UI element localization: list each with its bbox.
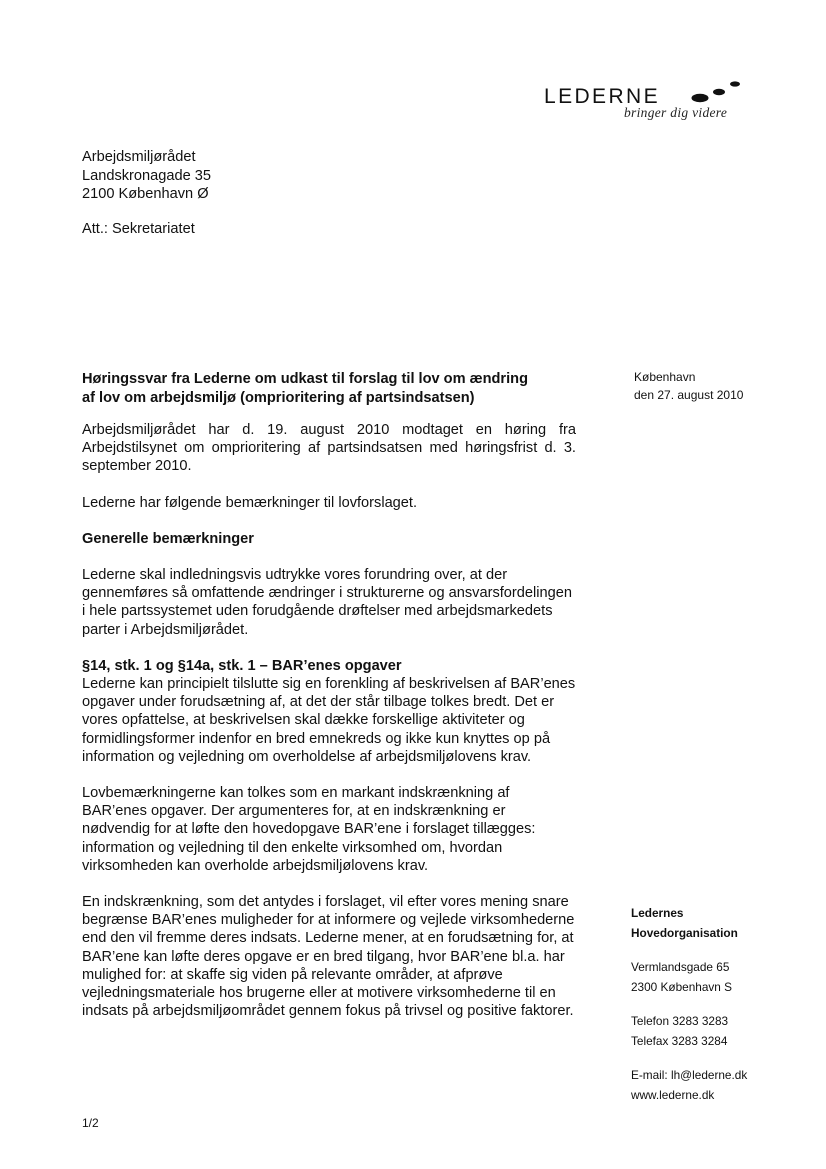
sender-email[interactable]: E-mail: lh@lederne.dk (631, 1068, 748, 1082)
section-heading-general: Generelle bemærkninger (82, 530, 254, 547)
sender-name-2: Hovedorganisation (631, 926, 738, 940)
letter-heading-line-2: af lov om arbejdsmiljø (omprioritering af partsindsatsen) (82, 389, 475, 406)
date-block (634, 368, 743, 404)
sender-block (631, 903, 747, 1105)
paragraph-remarks: Lederne har følgende bemærkninger til lovforslaget. (82, 494, 418, 511)
date-city: København (634, 370, 696, 384)
paragraph-bar-2: Lovbemærkningerne kan tolkes som en markant indskrænkning af BAR’enes opgaver. Der argumenteres for, at en indskrænkning er nødvendig for at løfte den hovedopgave BAR’ene i forslaget tillægges: information og vejledning til den enkelte virksomhed om, hvordan virksomheden kan overholde arbejdsmiljølovens krav. (82, 785, 536, 874)
attention-line: Att.: Sekretariatet (82, 221, 195, 237)
section-heading-bar-tasks: §14, stk. 1 og §14a, stk. 1 – BAR’enes opgaver (82, 657, 402, 674)
sender-fax: Telefax 3283 3284 (631, 1034, 728, 1048)
paragraph-bar-3: En indskrænkning, som det antydes i forslaget, vil efter vores mening snare begrænse BAR’enes muligheder for at informere og vejlede virksomhederne end den vil fremme deres indsats. Lederne mener, at en forudsætning for, at BAR’ene kan løfte deres opgave er en bred tilgang, hvor BAR’ene bl.a. har mulighed for: at skaffe sig viden på relevante områder, at afprøve vejledningsmateriale hos brugerne eller at motivere virksomhederne til en indsats på arbejdsmiljøområdet gennem fokus på trivsel og positive faktorer. (82, 894, 575, 1020)
logo-tagline: bringer dig videre (624, 105, 728, 120)
letter-heading (82, 370, 576, 407)
sender-street: Vermlandsgade 65 (631, 960, 730, 974)
paragraph-intro: Arbejdsmiljørådet har d. 19. august 2010 modtaget en høring fra Arbejdstilsynet om omprioritering af partsindsatsen med høringsfrist d. 3. september 2010. (82, 422, 576, 475)
sender-name-1: Ledernes (631, 906, 684, 920)
recipient-line-2: Landskronagade 35 (82, 167, 212, 184)
lederne-logo (544, 78, 754, 126)
sender-website[interactable]: www.lederne.dk (631, 1088, 715, 1102)
logo-wordmark: LEDERNE (544, 85, 660, 108)
recipient-address (82, 148, 211, 204)
logo-dots-icon (687, 78, 747, 104)
page-number: 1/2 (82, 1116, 99, 1130)
letter-body (82, 370, 576, 1020)
recipient-line-3: 2100 København Ø (82, 186, 209, 202)
paragraph-general: Lederne skal indledningsvis udtrykke vores forundring over, at der gennemføres så omfattende ændringer i strukturerne og ansvarsfordelingen i hele partssystemet uden forudgående drøftelser med arbejdsmarkedets parter i Arbejdsmiljørådet. (82, 567, 572, 638)
paragraph-bar-1: Lederne kan principielt tilslutte sig en forenkling af beskrivelsen af BAR’enes opgaver under forudsætning af, at det der står tilbage tolkes bredt. Det er vores opfattelse, at beskrivelsen skal dække forskellige aktiviteter og formidlingsformer indenfor en bred emnekreds og ikke kun knyttes op på information og vejledning om overholdelse af arbejdsmiljølovens krav. (82, 676, 576, 765)
sender-city: 2300 København S (631, 980, 733, 994)
date-value: den 27. august 2010 (634, 388, 744, 402)
letter-heading-line-1: Høringssvar fra Lederne om udkast til forslag til lov om ændring (82, 371, 529, 387)
recipient-line-1: Arbejdsmiljørådet (82, 149, 196, 165)
sender-phone: Telefon 3283 3283 (631, 1014, 729, 1028)
